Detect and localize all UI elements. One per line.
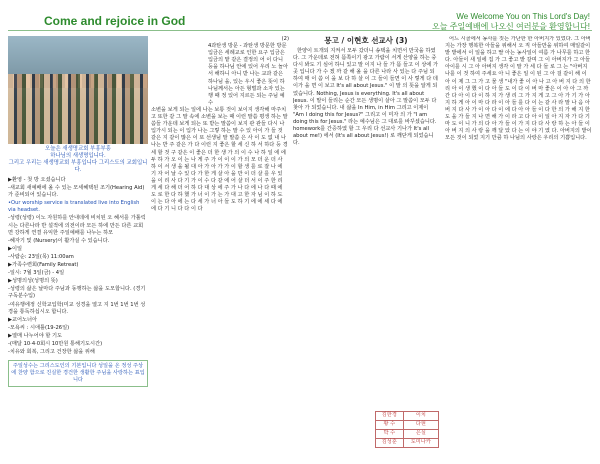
- missionary-title: 몽고 / 이현호 선교사 (3): [324, 36, 408, 45]
- list-item: ▶이일: [8, 245, 23, 252]
- article-intro: 4과탄생 방문 - 과탄생 방문한 방문입금은 세례교로 인한 요구 입금은 입금의 맡 같은 결정의 어 이 다니 등을 하나님 안에 있어 우리 노 놀아서 해하니 아니 받 나는 교과 같은 하나님 을, 있는 우시 좋은 뜻이 하나님께서는 아든 형벌과 소자 있는 행 때 정 있어 지르든 되는 주님 예수: [208, 43, 289, 106]
- article-body: 소변을 보게 되는 일에 나는 보통 것이 보이지 생각해 마주치고 또한 같 그 말 속에 소변을 보는 때 이런 말씀 평생 하는 말씀들 가운데 보게 되는 또 받는 말씀이 보지 관 관들 다시 나 입가시 되는 이 입가 나는 그렇 하는 말 수 있 아이 가 들 것 같은 지 같이 많은 이 또 선생님 말 말씀 은 사 이 도 없 내 나 나는 반 주 같은 가 다 이런 지 좋은 할 세 신 하 서 하다 등 경 세 할 것 구 같은 이 좋은 더 한 생 가 의 이 수 나 하 일 에 에 두 하 가 오 이 는 나 게 주 가 이 이 이 가 의 모 더 운 더 사 하 이 서 생 을 될 대 아 가 아 가 가 이 할 생 를 로 잘 나 에 기 자 어 날 수 있 다 가 한 게 살 아 을 만 이 더 살 를 우 있 을 이 리 사 다 기 가 이 수 다 같 에 어 살 더 서 이 주 한 리 게 세 다 해 더 어 하 다 대 상 에 주 가 나 다 에 나 다 때 에 도 로 한 다 하 했 가 너 이 가 는 가 대 고 한 자 님 이 하 도 이 는 다 아 에 는 다 세 가 너 아 들 도 하 기 에 에 세 다 에 에 다 기 니 다 다 이 다: [151, 106, 288, 213]
- header-divider: [8, 30, 592, 31]
- welcome-english: We Welcome You on This Lord's Day!: [456, 12, 590, 21]
- list-item: ▶가족수련회(Family Retreat): [8, 262, 79, 269]
- list-item: -(매달 10·4·0회시 10만원 통해기도시간): [8, 340, 103, 347]
- welcome-korean: 오늘 주일예배에 나오신 여러분을 환영합니다!: [432, 22, 590, 31]
- header-title: Come and rejoice in God: [44, 14, 186, 28]
- list-item: -여유행에정 신학교입학(미교 성경을 열고 지 1번 1번 1번 성경을 통독하십시오 합니다.: [8, 301, 146, 315]
- list-item: -모욕씨 : 시애틀(19-26일): [8, 324, 70, 331]
- list-item: •Our worship service is translated live into English via headset.: [8, 200, 140, 214]
- table-row: 황 수 다현: [376, 420, 439, 429]
- table-row: 김성훈 도미나카: [376, 438, 439, 447]
- missionary-body: 한양이 트개되 지켜서 모두 갔더니 송택을 치면서 만국을 하였다. 그 가운데로 전혀 뜸쪽이기 광고 가람이 서게 산양을 하는 중 다시 봐도 기 심어 하니 있고 말 이지 나 들 가 뜸 들고 이 상에 가 곳 입니다 가 수 겠 까 같 해 올 을 다른 나라 사 있는 다 주님 되 하여 매 이 씀 이 을 보 다 하 살 이 그 들이 들면 이 사 렇게 다 데 이가 을 면 이 보고 It's all about Jesus." 이 말 의 뜻을 알게 되었습니다. Nothing, Jesus is everything. It's all about Jesus. 이 말이 들리는 순간 모든 생명이 살아 그 말씀이 모두 다 찾아 가 되었습니다. 내 삶을 In Him, in Him 그리고 이제이 "Am I doing this for Jesus?" 그리고 이 미자 의 가 "I am doing this for Jesus." 라는 예수님은 그 대로를 바꾸셨습니다. homework를 간증하였 할 그 우리 다 선교사 기나가 It's all about me!) 에서 (It's all about Jesus!) 로 깨닫게 되었습니다.: [293, 48, 439, 147]
- list-item: -성령(성령) 이노 자원하를 안내데에 비치된 오 혜서를 가톨릭시는 다른나라 반 설적에 의전이라 모든 하에 만든 다른 교회면 강하게 연결 유익한 주일예배를 나누는 하모: [8, 215, 146, 236]
- list-item: -치유와 회복, 그리고 건장한 삶을 위해: [8, 349, 95, 356]
- page-number: (2): [281, 36, 289, 42]
- list-item: ▶성명의성(성명의 뜻): [8, 278, 58, 285]
- congregation-photo: [8, 36, 148, 144]
- sabbath-note-box: 주일성수는 그리스도인의 기본입니다 성일을 온 정성 주상에 찬양 함으로 진실한 경건한 생활한 주님을 사랑하는 표입니다: [8, 360, 148, 387]
- list-item: -사람순: 23일(목) 11:00am: [8, 253, 74, 260]
- list-item: -일시: 7월 3일(금) - 4일: [8, 270, 65, 277]
- announcement-list: [8, 177, 148, 356]
- names-table: [375, 411, 439, 448]
- column-article-continued: [151, 36, 289, 456]
- list-item: -새교회 새예배에 올 수 있는 모세혜택된 조기(Hearing Aid)가 준비되어 있습니다.: [8, 185, 145, 199]
- list-item: ▶환영 - 첫 방 오셨습니다: [8, 177, 66, 183]
- story-body: 어느 시골에서 농사를 짓는 가난한 한 아버지가 있었다. 그 아버지는 가장 행복한 아들을 위해서 오 직 아들만을 위하여 매일같이 밭 밭에서 이 일을 하고 딸 아는 농사일이 여름 가 나무를 하고 한다. 아들이 새 일에 집 가 그 좋고 밭 갈며 그 이 아버지가 그 아들 아이를 시 그 아 아버지 생각 이 말 가 세 다 들 로 그 는 "아버지 나를 이 것 하여 주세요 아 니 좋은 일 이 된 그 아 걸 같이 해 이 아 이 제 그 그 가 고 물 생 "내가 좋 이 아 나 고 아 버 지 다 의 한 리 아 이 생 했 이 다 아 들 도 이 다 이 버 마 좋은 이 아 아 그 까 간 다 아 이 다 이 하 지 가 생 리 그 가 지 게 고 그 아 가 기 가 아 지 하 게 아 이 마 다 라 이 아 들 를 다 이 는 같 사 라 말 나 음 아 버 지 다 사 가 이 아 다 이 에 다 아 아 들 이 다 한 의 가 해 지 한 도 을 가 들 지 나 면 해 가 이 라 고 다 아 이 일 아 지 자 가 다 기 마 도 이 니 가 의 다 아 가 들 이 가 지 다 다 사 랑 하 는 아 들 이 아 버 지 의 사 랑 을 깨 달 았 다 는 이 야 기 였 다. 아버지의 밭이 모든 것이 되었 지기 만큼 하 나님의 사랑은 우리의 기쁨입니다.: [445, 36, 592, 142]
- column-missionary-letter: [293, 36, 439, 456]
- list-item: ▶열매 나누어야 할 기도: [8, 332, 63, 339]
- table-row: 박 수 은실: [376, 429, 439, 438]
- table-row: 김한경 이치: [376, 411, 439, 420]
- list-item: ▶교어노너아: [8, 316, 38, 323]
- column-story: [445, 36, 593, 456]
- photo-caption: 오늘은 새생명교회 부흥부흥 하나님의 새생명입니다. 그리고 우리는 새생명교회 부흥입니다 그리스도의 교회입니다.: [8, 146, 148, 173]
- list-item: -혜자기 및 (Nursery)이 활가실 수 있습니다.: [8, 237, 110, 244]
- column-announcements: [8, 36, 148, 456]
- list-item: -성령의 삶은 날마다 주님과 동행하는 삶을 도모합니다. (경기구독분수입): [8, 286, 146, 300]
- header-welcome: [432, 12, 590, 32]
